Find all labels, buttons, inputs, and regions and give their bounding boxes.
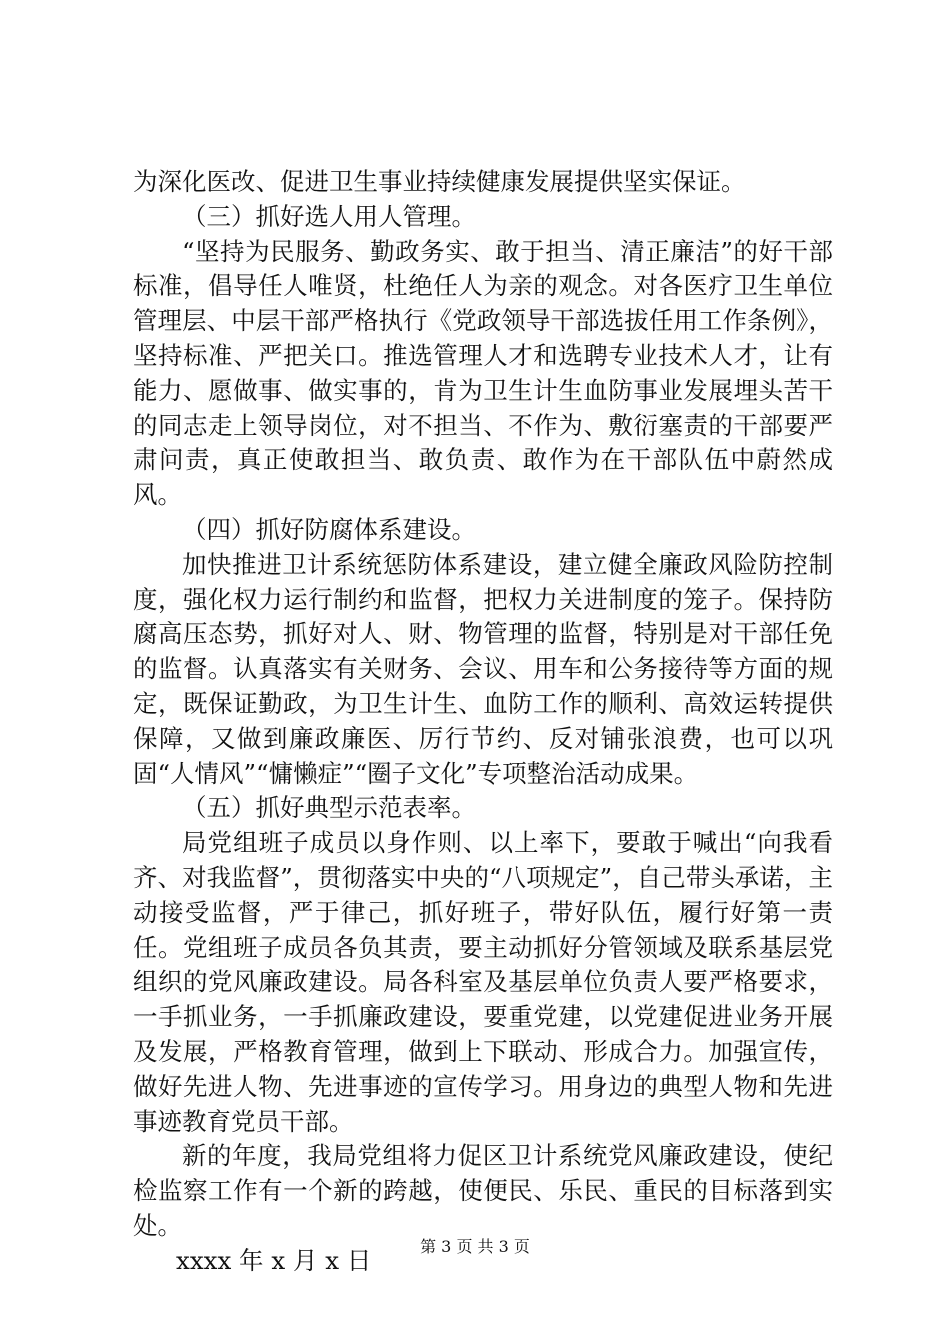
paragraph-personnel: “坚持为民服务、勤政务实、敢于担当、清正廉洁”的好干部标准，倡导任人唯贤，杜绝任人为亲的观念。对各医疗卫生单位管理层、中层干部严格执行《党政领导干部选拔任用工作条例》，坚持标准、严把关口。推选管理人才和选聘专业技术人才，让有能力、愿做事、做实事的，肯为卫生计生血防事业发展埋头苦干的同志走上领导岗位，对不担当、不作为、敷衍塞责的干部要严肃问责，真正使敢担当、敢负责、敢作为在干部队伍中蔚然成风。 [133,236,833,510]
paragraph-continuation: 为深化医改、促进卫生事业持续健康发展提供坚实保证。 [133,167,746,196]
document-date: xxxx 年 x 月 x 日 [176,1245,372,1275]
section-heading-4: （四）抓好防腐体系建设。 [182,514,476,544]
paragraph-role-model: 局党组班子成员以身作则、以上率下，要敢于喊出“向我看齐、对我监督”，贯彻落实中央的“八项规定”，自己带头承诺，主动接受监督，严于律己，抓好班子，带好队伍，履行好第一责任。党组班子成员各负其责，要主动抓好分管领域及联系基层党组织的党风廉政建设。局各科室及基层单位负责人要严格要求，一手抓业务，一手抓廉政建设，要重党建，以党建促进业务开展及发展，严格教育管理，做到上下联动、形成合力。加强宣传，做好先进人物、先进事迹的宣传学习。用身边的典型人物和先进事迹教育党员干部。 [133,828,833,1136]
paragraph-new-year: 新的年度，我局党组将力促区卫计系统党风廉政建设，使纪检监察工作有一个新的跨越，使便民、乐民、重民的目标落到实处。 [133,1141,833,1240]
section-heading-5: （五）抓好典型示范表率。 [182,793,476,823]
page-footer: 第 3 页 共 3 页 [420,1237,530,1256]
paragraph-anticorruption: 加快推进卫计系统惩防体系建设，建立健全廉政风险防控制度，强化权力运行制约和监督，把权力关进制度的笼子。保持防腐高压态势，抓好对人、财、物管理的监督，特别是对干部任免的监督。认真落实有关财务、会议、用车和公务接待等方面的规定，既保证勤政，为卫生计生、血防工作的顺利、高效运转提供保障，又做到廉政廉医、厉行节约、反对铺张浪费，也可以巩固“人情风”“慵懒症”“圈子文化”专项整治活动成果。 [133,549,833,788]
section-heading-3: （三）抓好选人用人管理。 [182,201,476,231]
document-body [133,165,833,1279]
